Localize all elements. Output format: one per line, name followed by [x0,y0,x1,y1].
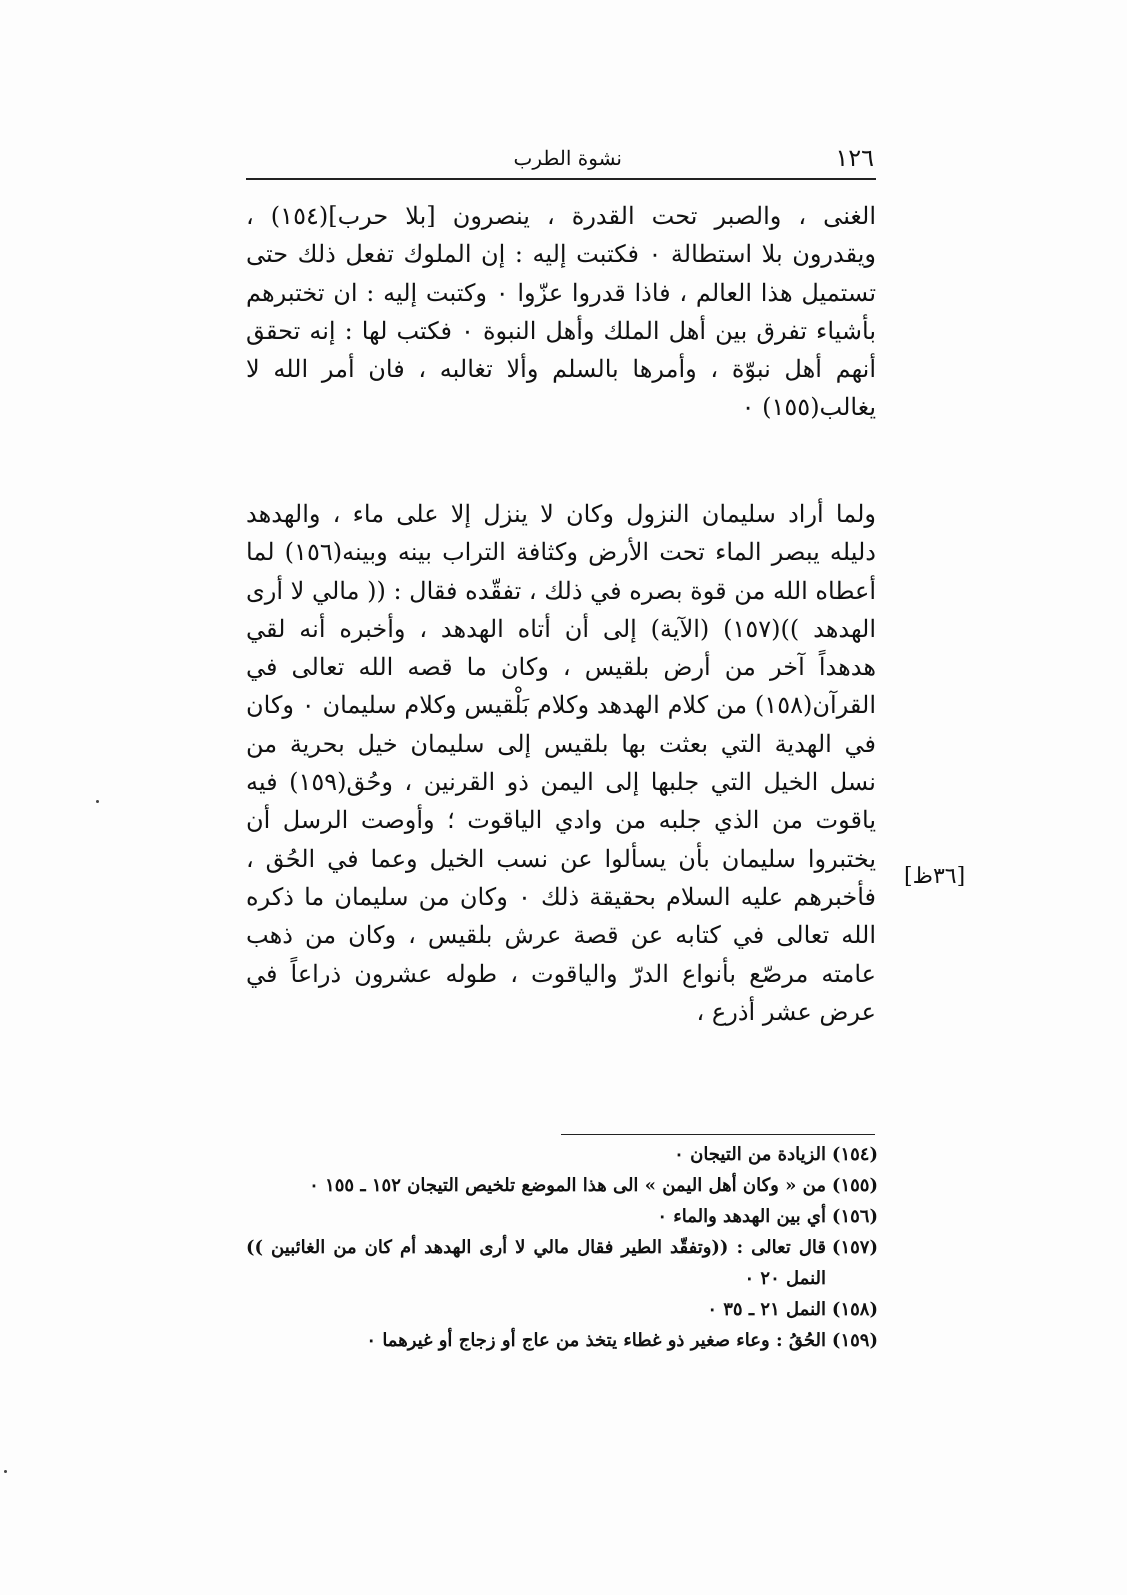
footnote-157 [246,1232,878,1294]
footnote-156 [246,1201,878,1232]
footnote-text: الحُقُ : وعاء صغير ذو غطاء يتخذ من عاج أو زجاج أو غيرهما ٠ [366,1330,826,1351]
folio-margin-note: [٣٦ظ] [904,864,966,889]
footnote-text: النمل ٢١ ـ ٣٥ ٠ [707,1299,826,1320]
scan-speck [96,800,99,803]
footnote-number: (١٥٦) [831,1206,878,1227]
page-header [246,140,874,176]
footnote-159 [246,1325,878,1356]
footnote-158 [246,1294,878,1325]
footnote-text: قال تعالى : ((وتفقّد الطير فقال مالي لا أرى الهدهد أم كان من الغائبين )) النمل ٢٠ ٠ [246,1237,826,1289]
footnote-154 [246,1139,878,1170]
footnote-number: (١٥٤) [831,1144,878,1165]
paragraph-2: ولما أراد سليمان النزول وكان لا ينزل إلا على ماء ، والهدهد دليله يبصر الماء تحت الأرض وكثافة التراب بينه وبينه(١٥٦) لما أعطاه الله من قوة بصره في ذلك ، تفقّده فقال : (( مالي لا أرى الهدهد ))(١٥٧) (الآية) إلى أن أتاه الهدهد ، وأخبره أنه لقي هدهداً آخر من أرض بلقيس ، وكان ما قصه الله تعالى في القرآن(١٥٨) من كلام الهدهد وكلام بَلْقيس وكلام سليمان ٠ وكان في الهدية التي بعثت بها بلقيس إلى سليمان خيل بحرية من نسل الخيل التي جلبها إلى اليمن ذو القرنين ، وحُق(١٥٩) فيه ياقوت من الذي جلبه من وادي الياقوت ؛ وأوصت الرسل أن يختبروا سليمان بأن يسألوا عن نسب الخيل وعما في الحُق ، فأخبرهم عليه السلام بحقيقة ذلك ٠ وكان من سليمان ما ذكره الله تعالى في كتابه عن قصة عرش بلقيس ، وكان من ذهب عامته مرصّع بأنواع الدرّ والياقوت ، طوله عشرون ذراعاً في عرض عشر أذرع ، [245,500,877,1026]
main-text-block-1 [246,197,876,427]
page-number: ١٢٦ [835,144,874,172]
footnote-text: الزيادة من التيجان ٠ [674,1144,826,1165]
header-rule [246,178,876,180]
main-text-block-2 [246,495,876,1031]
scan-speck [4,1470,7,1473]
footnote-number: (١٥٧) [831,1237,878,1258]
footnote-text: أي بين الهدهد والماء ٠ [657,1206,826,1227]
footnote-text: من « وكان أهل اليمن » الى هذا الموضع تلخيص التيجان ١٥٢ ـ ١٥٥ ٠ [309,1175,826,1196]
footnote-155 [246,1170,878,1201]
footnote-number: (١٥٥) [831,1175,878,1196]
paragraph-1: الغنى ، والصبر تحت القدرة ، ينصرون [بلا حرب](١٥٤) ، ويقدرون بلا استطالة ٠ فكتبت إليه : إن الملوك تفعل ذلك حتى تستميل هذا العالم ، فاذا قدروا عزّوا ٠ وكتبت إليه : ان تختبرهم بأشياء تفرق بين أهل الملك وأهل النبوة ٠ فكتب لها : إنه تحقق أنهم أهل نبوّة ، وأمرها بالسلم وألا تغالبه ، فان أمر الله لا يغالب(١٥٥) ٠ [246,202,877,422]
footnote-number: (١٥٩) [831,1330,878,1351]
footnotes [246,1139,878,1356]
footnote-rule [561,1134,875,1135]
footnote-number: (١٥٨) [831,1299,878,1320]
running-title: نشوة الطرب [513,146,622,170]
